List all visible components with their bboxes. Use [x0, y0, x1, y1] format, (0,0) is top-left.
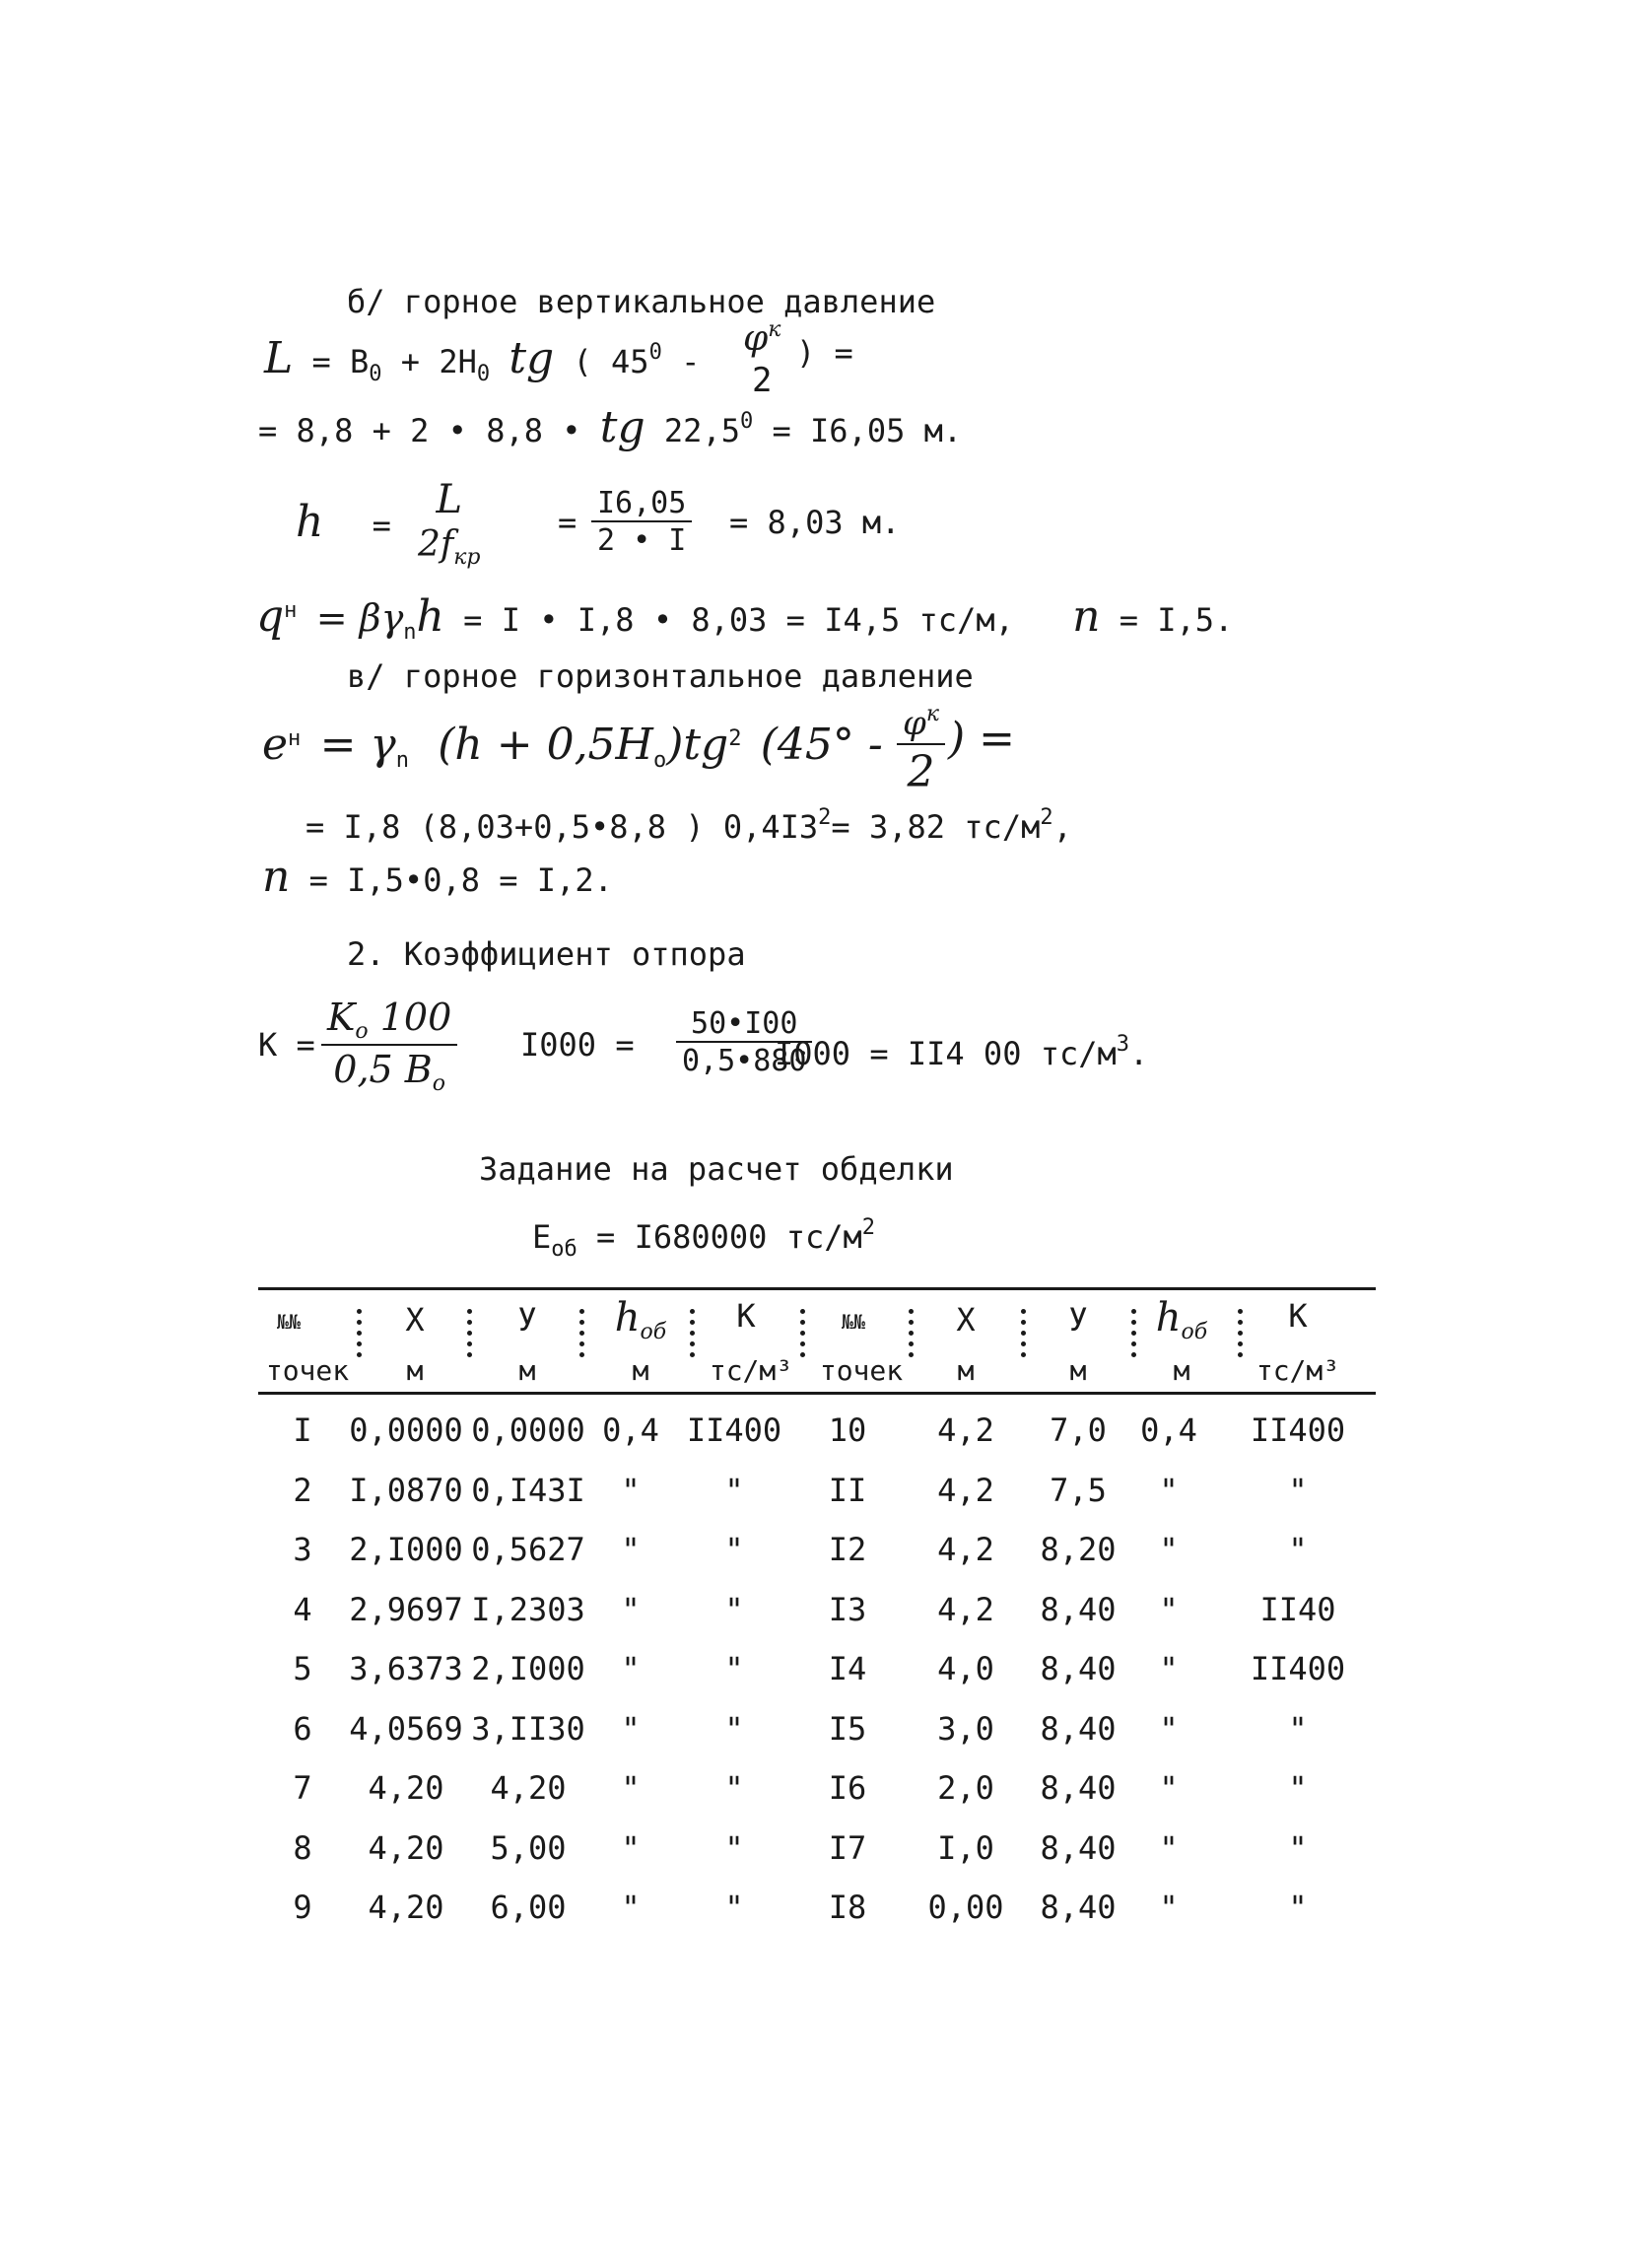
e-two: 2 — [897, 743, 945, 797]
table-cell-r5-c9: " — [1159, 1650, 1179, 1687]
table-cell-r2-c7: 4,2 — [937, 1472, 994, 1509]
table-cell-r3-c2: 2,I000 — [349, 1531, 463, 1568]
q-h: h — [416, 591, 444, 642]
table-cell-r1-c1: I — [293, 1411, 312, 1449]
e-sup: н — [288, 726, 302, 751]
hdr-h-2 — [1137, 1295, 1226, 1351]
table-cell-r2-c5: " — [724, 1472, 744, 1509]
K-result — [775, 1025, 1148, 1073]
table-cell-r9-c3: 6,00 — [490, 1889, 567, 1926]
table-cell-r9-c4: " — [621, 1889, 641, 1926]
table-cell-r1-c7: 4,2 — [937, 1411, 994, 1449]
K-den-sub: o — [432, 1071, 445, 1096]
separator-3 — [579, 1303, 585, 1363]
table-cell-r3-c4: " — [621, 1531, 641, 1568]
table-cell-r1-c5: II400 — [686, 1411, 782, 1449]
L-line2-deg: 0 — [739, 409, 754, 434]
table-cell-r8-c5: " — [724, 1829, 744, 1867]
L-line2-tg: tg — [599, 402, 645, 452]
table-cell-r8-c7: I,0 — [937, 1829, 994, 1867]
table-cell-r6-c6: I5 — [828, 1710, 867, 1748]
K-result-end: . — [1129, 1035, 1149, 1072]
q-formula — [256, 591, 1233, 653]
table-cell-r6-c3: 3,II30 — [471, 1710, 585, 1748]
table-cell-r9-c5: " — [724, 1889, 744, 1926]
hdr-m-h-2: м — [1173, 1354, 1190, 1387]
table-cell-r2-c8: 7,5 — [1050, 1472, 1107, 1509]
table-cell-r8-c8: 8,40 — [1040, 1829, 1117, 1867]
separator-1 — [357, 1303, 363, 1363]
table-header-rule — [258, 1392, 1376, 1395]
L-tg: tg — [509, 333, 555, 383]
L-symbol: L — [264, 333, 294, 383]
e-phi-fraction — [897, 702, 945, 797]
E-sub: об — [551, 1237, 577, 1262]
table-cell-r5-c3: 2,I000 — [471, 1650, 585, 1687]
K-mult: I000 = — [520, 1026, 635, 1064]
hdr-m-x-2: м — [957, 1354, 975, 1387]
K-num2: 50•I00 — [691, 1006, 798, 1041]
e-tg: )tg — [666, 720, 729, 770]
table-cell-r1-c2: 0,0000 — [349, 1411, 463, 1449]
table-cell-r7-c2: 4,20 — [368, 1769, 444, 1807]
table-cell-r7-c4: " — [621, 1769, 641, 1807]
h-num2: I6,05 — [597, 486, 687, 520]
e-line2 — [305, 798, 1072, 847]
table-cell-r2-c2: I,0870 — [349, 1472, 463, 1509]
L-line2-result: = I6,05 м. — [772, 412, 963, 449]
h-eq2: = — [558, 504, 577, 541]
separator-2 — [467, 1303, 473, 1363]
e-line2-sq2: 2 — [1040, 805, 1053, 830]
e-close: ) = — [948, 714, 1016, 764]
table-cell-r2-c9: " — [1159, 1472, 1179, 1509]
e-phi-k: к — [925, 702, 939, 726]
hdr-h-2-sub: об — [1181, 1320, 1208, 1344]
hdr-h-2-sym: h — [1155, 1295, 1182, 1340]
e-sub0: o — [652, 748, 667, 773]
q-symbol: q — [256, 591, 285, 642]
L-sub1: 0 — [476, 362, 491, 386]
table-cell-r4-c3: I,2303 — [471, 1591, 585, 1628]
table-cell-r6-c1: 6 — [293, 1710, 312, 1748]
hdr-y-1: У — [517, 1301, 537, 1339]
E-label: E — [532, 1218, 552, 1256]
K-result-sup: 3 — [1116, 1032, 1130, 1057]
n-line — [262, 852, 613, 902]
L-close: ) = — [796, 334, 853, 372]
table-cell-r4-c1: 4 — [293, 1591, 312, 1628]
separator-8 — [1131, 1303, 1137, 1363]
K-num: K — [327, 996, 356, 1039]
table-cell-r8-c4: " — [621, 1829, 641, 1867]
table-top-rule — [258, 1287, 1376, 1290]
table-cell-r4-c5: " — [724, 1591, 744, 1628]
table-cell-r7-c10: " — [1288, 1769, 1308, 1807]
L-two: 2 — [751, 361, 773, 400]
L-minus: - — [681, 343, 701, 380]
table-cell-r4-c9: " — [1159, 1591, 1179, 1628]
hdr-k-unit-1: тс/м³ — [709, 1354, 793, 1387]
table-cell-r9-c10: " — [1288, 1889, 1308, 1926]
section-v-heading: в/ горное горизонтальное давление — [347, 657, 974, 695]
hdr-h-1-sub: об — [640, 1320, 667, 1344]
L-eq-right: = B — [311, 343, 370, 380]
table-cell-r2-c6: II — [828, 1472, 867, 1509]
K-num-sub: o — [355, 1019, 369, 1044]
table-cell-r6-c10: " — [1288, 1710, 1308, 1748]
K-result-text: I000 = II4 00 тс/м — [775, 1035, 1117, 1072]
hdr-num-1: №№ — [276, 1310, 302, 1334]
table-cell-r1-c10: II400 — [1250, 1411, 1346, 1449]
table-cell-r6-c8: 8,40 — [1040, 1710, 1117, 1748]
section-b-heading: б/ горное вертикальное давление — [347, 283, 936, 320]
e-sub: n — [395, 748, 409, 773]
table-cell-r6-c5: " — [724, 1710, 744, 1748]
L-phi-k: к — [768, 317, 781, 342]
e-line2-eq: = 3,82 тс/м — [831, 808, 1041, 846]
table-cell-r6-c2: 4,0569 — [349, 1710, 463, 1748]
hdr-m-y-1: м — [518, 1354, 536, 1387]
table-cell-r1-c6: 10 — [828, 1411, 867, 1449]
task-E — [532, 1208, 875, 1270]
hdr-x-1: X — [405, 1301, 425, 1339]
table-cell-r5-c7: 4,0 — [937, 1650, 994, 1687]
K-num-rest: 100 — [379, 996, 452, 1039]
hdr-tochek-1: точек — [265, 1354, 350, 1387]
formula-L — [264, 333, 700, 394]
n-value: = I,5•0,8 = I,2. — [308, 861, 613, 899]
h-fraction-2 — [591, 487, 692, 558]
table-cell-r1-c3: 0,0000 — [471, 1411, 585, 1449]
table-cell-r2-c10: " — [1288, 1472, 1308, 1509]
table-cell-r9-c7: 0,00 — [927, 1889, 1004, 1926]
table-cell-r1-c4: 0,4 — [602, 1411, 659, 1449]
h-formula — [296, 497, 391, 547]
q-mid: = βγ — [315, 596, 404, 640]
L-phi: φ — [743, 318, 769, 359]
e-line2-end: , — [1052, 808, 1072, 846]
e-line2-sq: 2 — [818, 805, 832, 830]
table-cell-r9-c9: " — [1159, 1889, 1179, 1926]
hdr-m-x-1: м — [406, 1354, 424, 1387]
K-den: 0,5 B — [333, 1048, 433, 1091]
table-cell-r7-c8: 8,40 — [1040, 1769, 1117, 1807]
table-cell-r2-c4: " — [621, 1472, 641, 1509]
table-cell-r3-c7: 4,2 — [937, 1531, 994, 1568]
L-line2-text: = 8,8 + 2 • 8,8 • — [258, 412, 581, 449]
h-den2: 2 • I — [591, 520, 692, 558]
hdr-x-2: X — [956, 1301, 976, 1339]
table-cell-r3-c3: 0,5627 — [471, 1531, 585, 1568]
table-cell-r2-c1: 2 — [293, 1472, 312, 1509]
e-paren: (h + 0,5H — [438, 720, 653, 770]
separator-9 — [1238, 1303, 1244, 1363]
table-cell-r9-c1: 9 — [293, 1889, 312, 1926]
table-cell-r9-c2: 4,20 — [368, 1889, 444, 1926]
q-rest: = I • I,8 • 8,03 = I4,5 тс/м, — [463, 601, 1014, 639]
e-symbol: e — [262, 720, 289, 770]
separator-5 — [800, 1303, 806, 1363]
table-cell-r4-c2: 2,9697 — [349, 1591, 463, 1628]
table-cell-r5-c2: 3,6373 — [349, 1650, 463, 1687]
table-cell-r3-c5: " — [724, 1531, 744, 1568]
K-label: К = — [258, 1026, 315, 1064]
table-cell-r5-c5: " — [724, 1650, 744, 1687]
table-cell-r4-c4: " — [621, 1591, 641, 1628]
hdr-k-1: К — [736, 1297, 756, 1335]
table-cell-r9-c6: I8 — [828, 1889, 867, 1926]
hdr-tochek-2: точек — [819, 1354, 904, 1387]
table-cell-r8-c6: I7 — [828, 1829, 867, 1867]
separator-7 — [1021, 1303, 1027, 1363]
E-sup: 2 — [861, 1215, 875, 1240]
L-line2-rest: 22,5 — [663, 412, 740, 449]
task-title: Задание на расчет обделки — [479, 1150, 954, 1188]
h-symbol: h — [296, 497, 324, 547]
formula-L-line2 — [258, 402, 962, 450]
table-cell-r7-c7: 2,0 — [937, 1769, 994, 1807]
table-cell-r2-c3: 0,I43I — [471, 1472, 585, 1509]
table-cell-r1-c8: 7,0 — [1050, 1411, 1107, 1449]
table-cell-r8-c9: " — [1159, 1829, 1179, 1867]
e-angle: (45° - — [760, 720, 883, 770]
h-fraction-1 — [412, 477, 486, 570]
h-den: 2f — [418, 524, 454, 565]
n-symbol: n — [262, 852, 291, 902]
table-cell-r5-c4: " — [621, 1650, 641, 1687]
table-cell-r8-c2: 4,20 — [368, 1829, 444, 1867]
h-num: L — [436, 477, 463, 522]
hdr-m-y-2: м — [1069, 1354, 1087, 1387]
hdr-h-1 — [591, 1295, 690, 1351]
table-cell-r3-c9: " — [1159, 1531, 1179, 1568]
table-cell-r7-c1: 7 — [293, 1769, 312, 1807]
table-cell-r3-c8: 8,20 — [1040, 1531, 1117, 1568]
table-cell-r6-c9: " — [1159, 1710, 1179, 1748]
table-cell-r5-c6: I4 — [828, 1650, 867, 1687]
table-cell-r8-c1: 8 — [293, 1829, 312, 1867]
h-eq: = — [372, 507, 391, 544]
e-line2-text: = I,8 (8,03+0,5•8,8 ) 0,4I3 — [305, 808, 819, 846]
e-sq: 2 — [728, 726, 742, 751]
table-cell-r6-c4: " — [621, 1710, 641, 1748]
table-cell-r3-c10: " — [1288, 1531, 1308, 1568]
table-cell-r8-c10: " — [1288, 1829, 1308, 1867]
separator-6 — [909, 1303, 915, 1363]
L-deg: 0 — [648, 340, 662, 365]
h-result: = 8,03 м. — [729, 504, 901, 541]
L-sub0: 0 — [369, 362, 382, 386]
table-cell-r3-c6: I2 — [828, 1531, 867, 1568]
hdr-h-1-sym: h — [614, 1295, 641, 1340]
q-n-value: = I,5. — [1119, 601, 1234, 639]
q-sub: n — [403, 620, 417, 645]
L-eq-plus: + 2H — [400, 343, 477, 380]
separator-4 — [690, 1303, 696, 1363]
table-cell-r4-c10: II40 — [1259, 1591, 1336, 1628]
table-cell-r4-c7: 4,2 — [937, 1591, 994, 1628]
section-2-heading: 2. Коэффициент отпора — [347, 935, 746, 973]
hdr-k-2: К — [1288, 1297, 1308, 1335]
table-cell-r4-c8: 8,40 — [1040, 1591, 1117, 1628]
K-den2: 0,5•880 — [676, 1041, 812, 1078]
q-sup: н — [284, 598, 298, 623]
table-cell-r7-c5: " — [724, 1769, 744, 1807]
table-cell-r8-c3: 5,00 — [490, 1829, 567, 1867]
h-den-sub: кр — [453, 545, 481, 570]
q-n-symbol: n — [1072, 591, 1101, 642]
table-cell-r5-c10: II400 — [1250, 1650, 1346, 1687]
table-cell-r5-c1: 5 — [293, 1650, 312, 1687]
hdr-m-h-1: м — [632, 1354, 649, 1387]
table-cell-r3-c1: 3 — [293, 1531, 312, 1568]
e-eq: = γ — [319, 720, 396, 770]
L-paren: ( 45 — [573, 343, 649, 380]
table-cell-r9-c8: 8,40 — [1040, 1889, 1117, 1926]
table-cell-r7-c9: " — [1159, 1769, 1179, 1807]
table-cell-r4-c6: I3 — [828, 1591, 867, 1628]
table-cell-r7-c6: I6 — [828, 1769, 867, 1807]
K-fraction-1 — [321, 996, 457, 1096]
E-value: = I680000 тс/м — [596, 1218, 862, 1256]
table-cell-r5-c8: 8,40 — [1040, 1650, 1117, 1687]
table-cell-r6-c7: 3,0 — [937, 1710, 994, 1748]
hdr-num-2: №№ — [841, 1310, 866, 1334]
table-cell-r1-c9: 0,4 — [1140, 1411, 1197, 1449]
table-cell-r7-c3: 4,20 — [490, 1769, 567, 1807]
hdr-y-2: У — [1068, 1301, 1088, 1339]
L-phi-fraction — [737, 317, 786, 400]
e-phi: φ — [903, 704, 926, 743]
hdr-k-unit-2: тс/м³ — [1256, 1354, 1340, 1387]
e-formula — [262, 720, 883, 781]
